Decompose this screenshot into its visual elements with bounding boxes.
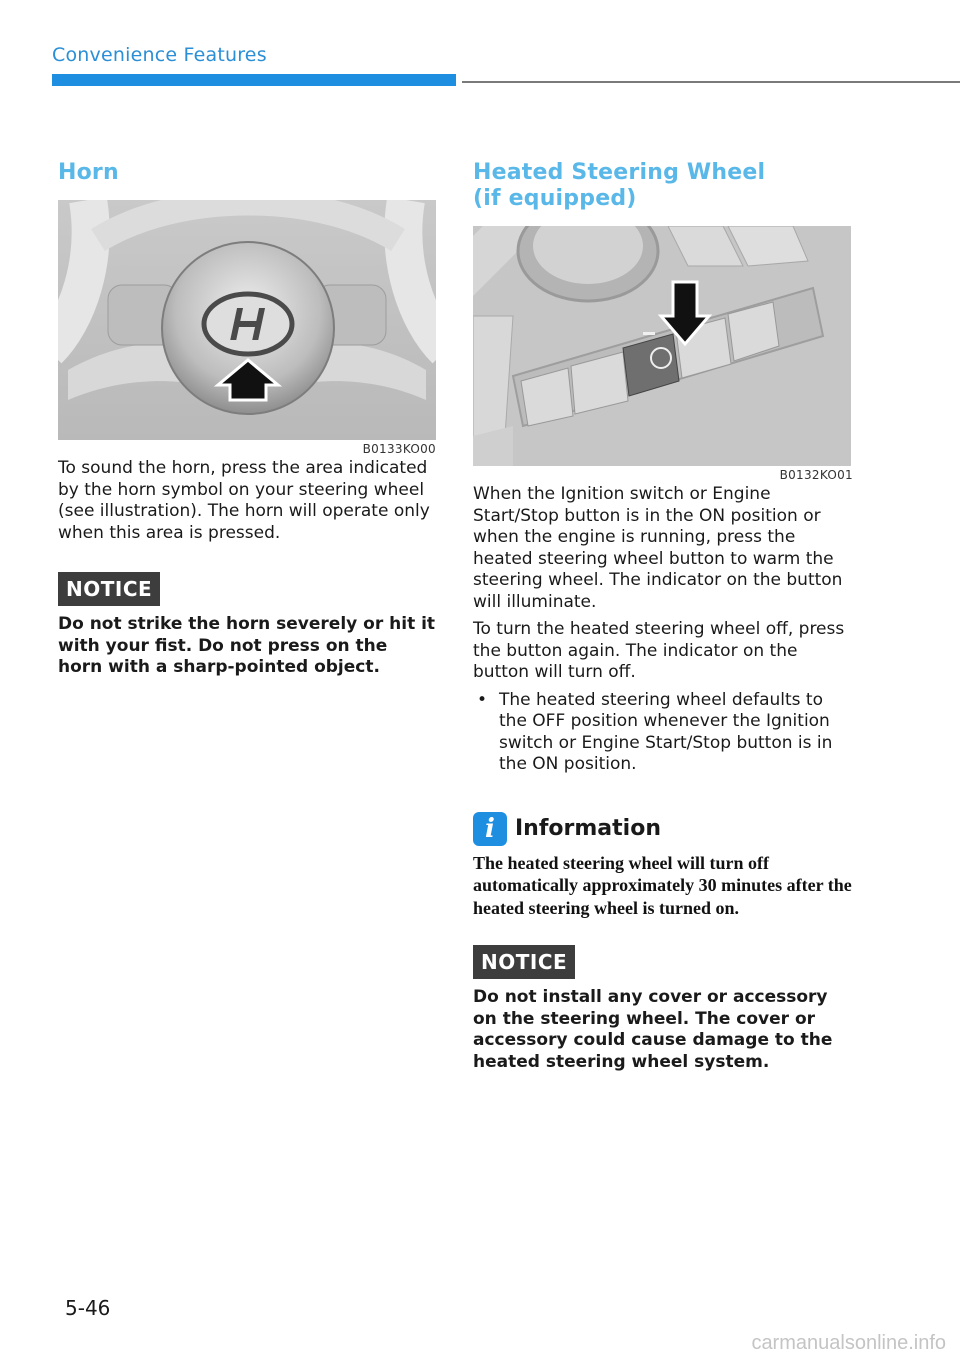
heated-wheel-para1: When the Ignition switch or Engine Start/Stop button is in the ON position or when the engine is running, press the heated steering wheel button to warm the steering wheel. The indicator on the button will illuminate. xyxy=(473,484,843,612)
information-icon: i xyxy=(473,812,507,846)
horn-notice-badge: NOTICE xyxy=(58,572,160,606)
watermark: carmanualsonline.info xyxy=(751,1332,946,1354)
heated-wheel-bullet xyxy=(473,690,853,776)
information-title: Information xyxy=(515,816,661,841)
horn-body-text: To sound the horn, press the area indicated by the horn symbol on your steering wheel (see illustration). The horn will operate only when this area is pressed. xyxy=(58,458,430,543)
horn-figure-code: B0133KO00 xyxy=(362,442,436,456)
heated-wheel-heading-line2: (if equipped) xyxy=(473,186,637,211)
right-column xyxy=(473,160,853,1073)
steering-wheel-image xyxy=(58,200,436,440)
heated-wheel-notice-text: Do not install any cover or accessory on the steering wheel. The cover or accessory could cause damage to the heated steering wheel system. xyxy=(473,987,833,1072)
horn-heading: Horn xyxy=(58,160,119,185)
heated-wheel-notice-badge: NOTICE xyxy=(473,945,575,979)
page-number: 5-46 xyxy=(65,1296,111,1320)
heated-wheel-figure-code: B0132KO01 xyxy=(779,468,853,482)
left-column xyxy=(58,160,436,679)
page-header-title: Convenience Features xyxy=(52,44,267,66)
heated-wheel-heading xyxy=(473,160,853,212)
heated-wheel-para2: To turn the heated steering wheel off, press the button again. The indicator on the button will turn off. xyxy=(473,619,845,682)
heated-wheel-heading-line1: Heated Steering Wheel xyxy=(473,160,766,185)
information-header xyxy=(473,812,853,846)
header-divider xyxy=(462,81,960,83)
console-buttons-image xyxy=(473,226,851,466)
horn-illustration xyxy=(58,200,436,440)
information-text: The heated steering wheel will turn off automatically approximately 30 minutes after the heated steering wheel is turned on. xyxy=(473,852,852,918)
heated-wheel-bullet-text: The heated steering wheel defaults to the OFF position whenever the Ignition switch or Engine Start/Stop button is in the ON position. xyxy=(499,689,833,774)
header-blue-bar xyxy=(52,74,456,86)
bullet-dot: • xyxy=(477,689,488,710)
horn-notice-text: Do not strike the horn severely or hit it with your fist. Do not press on the horn with a sharp-pointed object. xyxy=(58,614,436,677)
heated-wheel-illustration xyxy=(473,226,851,466)
